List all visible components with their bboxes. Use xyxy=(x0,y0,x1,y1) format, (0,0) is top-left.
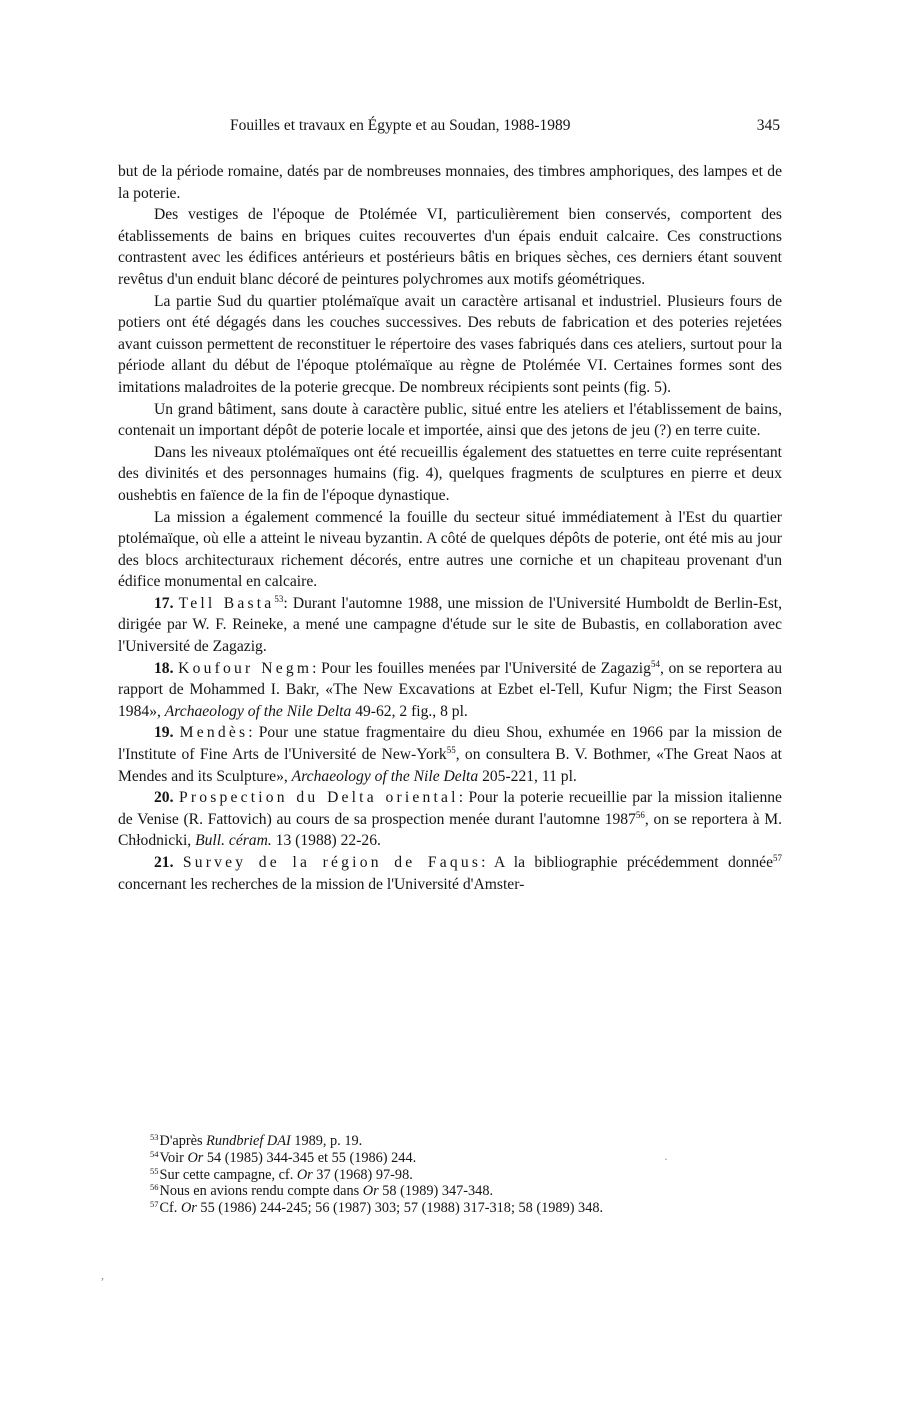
paragraph: La mission a également commencé la fouille du secteur situé immédiatement à l'Est du quartier ptolémaïque, où elle a atteint le niveau byzantin. A côté de quelques dépôts de poterie, ont été mis au jour des blocs architecturaux richement décorés, entre autres une corniche et un chapiteau provenant d'un édifice monumental en calcaire. xyxy=(118,508,782,591)
entry-number: 20. xyxy=(154,789,174,807)
footnote-number: 53 xyxy=(150,1132,159,1142)
footnote xyxy=(150,1150,790,1167)
entry-text: : Durant l'automne 1988, une mission de l'Université Humboldt de Berlin-Est, dirigée par W. F. Reineke, a mené une campagne d'étude sur le site de Bubastis, en collaboration avec l'Université de Zagazig. xyxy=(118,594,782,656)
footnote-text: Nous en avions rendu compte dans xyxy=(159,1183,363,1200)
entry-site: Tell Basta xyxy=(178,594,275,612)
footnote-text: 37 (1968) 97-98. xyxy=(312,1166,413,1183)
site-entry xyxy=(118,787,782,852)
footnote xyxy=(150,1183,790,1200)
running-head xyxy=(118,117,780,139)
entry-site: Koufour Negm xyxy=(178,659,313,677)
entry-publication-title: Archaeology of the Nile Delta xyxy=(164,702,352,720)
entry-text: , on se reportera à M. Chłodnicki, xyxy=(118,810,782,850)
site-entry xyxy=(118,852,782,895)
entry-number: 19. xyxy=(154,724,174,742)
entry-text: 205-221, 11 pl. xyxy=(478,767,577,785)
paragraph: but de la période romaine, datés par de nombreuses monnaies, des timbres amphoriques, des lampes et de la poterie. xyxy=(118,163,782,202)
footnote-ref[interactable]: 55 xyxy=(446,745,456,756)
entry-number: 21. xyxy=(154,854,174,871)
page-number: 345 xyxy=(756,117,780,134)
entry-text: : A la bibliographie précédemment donnée xyxy=(481,854,773,871)
paragraph: Un grand bâtiment, sans doute à caractère public, situé entre les ateliers et l'établissement de bains, contenait un important dépôt de poterie locale et importée, ainsi que des jetons de jeu (?) en terre cuite. xyxy=(118,400,782,440)
footnote-italic: Or xyxy=(296,1166,313,1183)
footnote-number: 54 xyxy=(150,1148,159,1159)
entry-text: concernant les recherches de la mission de l'Université d'Amster- xyxy=(118,875,525,893)
footnote-ref[interactable]: 56 xyxy=(635,809,645,820)
running-head-title: Fouilles et travaux en Égypte et au Soudan, 1988-1989 xyxy=(230,117,571,134)
footnote-text: 55 (1986) 244-245; 56 (1987) 303; 57 (1988) 317-318; 58 (1989) 348. xyxy=(196,1200,604,1217)
site-entry xyxy=(118,593,782,658)
footnote-italic: Or xyxy=(180,1200,197,1217)
footnote-text: 58 (1989) 347-348. xyxy=(378,1183,494,1200)
site-entry xyxy=(118,722,782,787)
paragraph: Dans les niveaux ptolémaïques ont été recueillis également des statuettes en terre cuite représentant des divinités et des personnages humains (fig. 4), quelques fragments de sculptures en pierre et deux oushebtis en faïence de la fin de l'époque dynastique. xyxy=(118,443,782,504)
entry-site: Mendès xyxy=(179,724,249,742)
footnote-text: Voir xyxy=(159,1149,188,1166)
site-entry xyxy=(118,658,782,723)
footnote-number: 56 xyxy=(150,1182,159,1193)
footnote-number: 57 xyxy=(150,1199,159,1210)
scan-speck: , xyxy=(101,1268,104,1282)
footnotes xyxy=(150,1133,790,1217)
entry-text: 49-62, 2 fig., 8 pl. xyxy=(351,702,468,720)
paragraph: Des vestiges de l'époque de Ptolémée VI, particulièrement bien conservés, comportent des établissements de bains en briques cuites recouvertes d'un épais enduit calcaire. Ces constructions contrastent avec les édifices antérieurs et postérieurs bâtis en briques sèches, ces derniers étant souvent revêtus d'un enduit blanc décoré de peintures polychromes aux motifs géométriques. xyxy=(118,206,782,288)
entry-text: , on se reportera au rapport de Mohammed I. Bakr, «The New Excavations at Ezbet el-Tell, Kufur Nigm; the First Season 1984», xyxy=(118,659,782,720)
entry-number: 17. xyxy=(154,594,174,612)
footnote xyxy=(150,1167,790,1184)
footnote-number: 55 xyxy=(150,1165,159,1176)
footnote-ref[interactable]: 57 xyxy=(773,853,782,863)
scan-speck: · xyxy=(664,1152,668,1166)
footnote-text: 54 (1985) 344-345 et 55 (1986) 244. xyxy=(203,1149,417,1166)
entry-site: Prospection du Delta oriental xyxy=(178,789,459,807)
footnote xyxy=(150,1133,790,1150)
footnote-italic: Or xyxy=(362,1183,379,1200)
paragraph: La partie Sud du quartier ptolémaïque avait un caractère artisanal et industriel. Plusieurs fours de potiers ont été dégagés dans les couches successives. Des rebuts de fabrication et des poteries rejetées avant cuisson permettent de reconstituer le répertoire des vases fabriqués dans ces ateliers, surtout pour la période allant du début de l'époque ptolémaïque au règne de Ptolémée VI. Certaines formes sont des imitations maladroites de la poterie grecque. De nombreux récipients sont peints (fig. 5). xyxy=(118,292,782,396)
footnote-ref[interactable]: 54 xyxy=(650,658,660,669)
body-text xyxy=(118,161,782,895)
footnote-text: Cf. xyxy=(159,1200,181,1217)
entry-publication-title: Archaeology of the Nile Delta xyxy=(291,767,479,785)
footnote-italic: Rundbrief DAI xyxy=(206,1133,291,1149)
footnote-text: D'après xyxy=(159,1133,207,1149)
footnote xyxy=(150,1200,790,1217)
entry-text: , on consultera B. V. Bothmer, «The Great Naos at Mendes and its Sculpture», xyxy=(118,746,783,785)
entry-text: 13 (1988) 22-26. xyxy=(271,832,381,850)
entry-text: : Pour une statue fragmentaire du dieu Shou, exhumée en 1966 par la mission de l'Institute of Fine Arts de l'Université de New-York xyxy=(118,724,782,764)
entry-number: 18. xyxy=(154,659,174,677)
entry-text: : Pour les fouilles menées par l'Université de Zagazig xyxy=(312,659,651,677)
entry-publication-title: Bull. céram. xyxy=(195,832,272,850)
footnote-ref[interactable]: 53 xyxy=(274,593,284,604)
footnote-italic: Or xyxy=(187,1149,204,1166)
entry-site: Survey de la région de Faqus xyxy=(182,854,482,871)
entry-text: : Pour la poterie recueillie par la mission italienne de Venise (R. Fattovich) au cours de sa prospection menée durant l'automne 1987 xyxy=(118,789,782,828)
footnote-text: Sur cette campagne, cf. xyxy=(159,1166,297,1183)
footnote-text: 1989, p. 19. xyxy=(290,1133,363,1149)
